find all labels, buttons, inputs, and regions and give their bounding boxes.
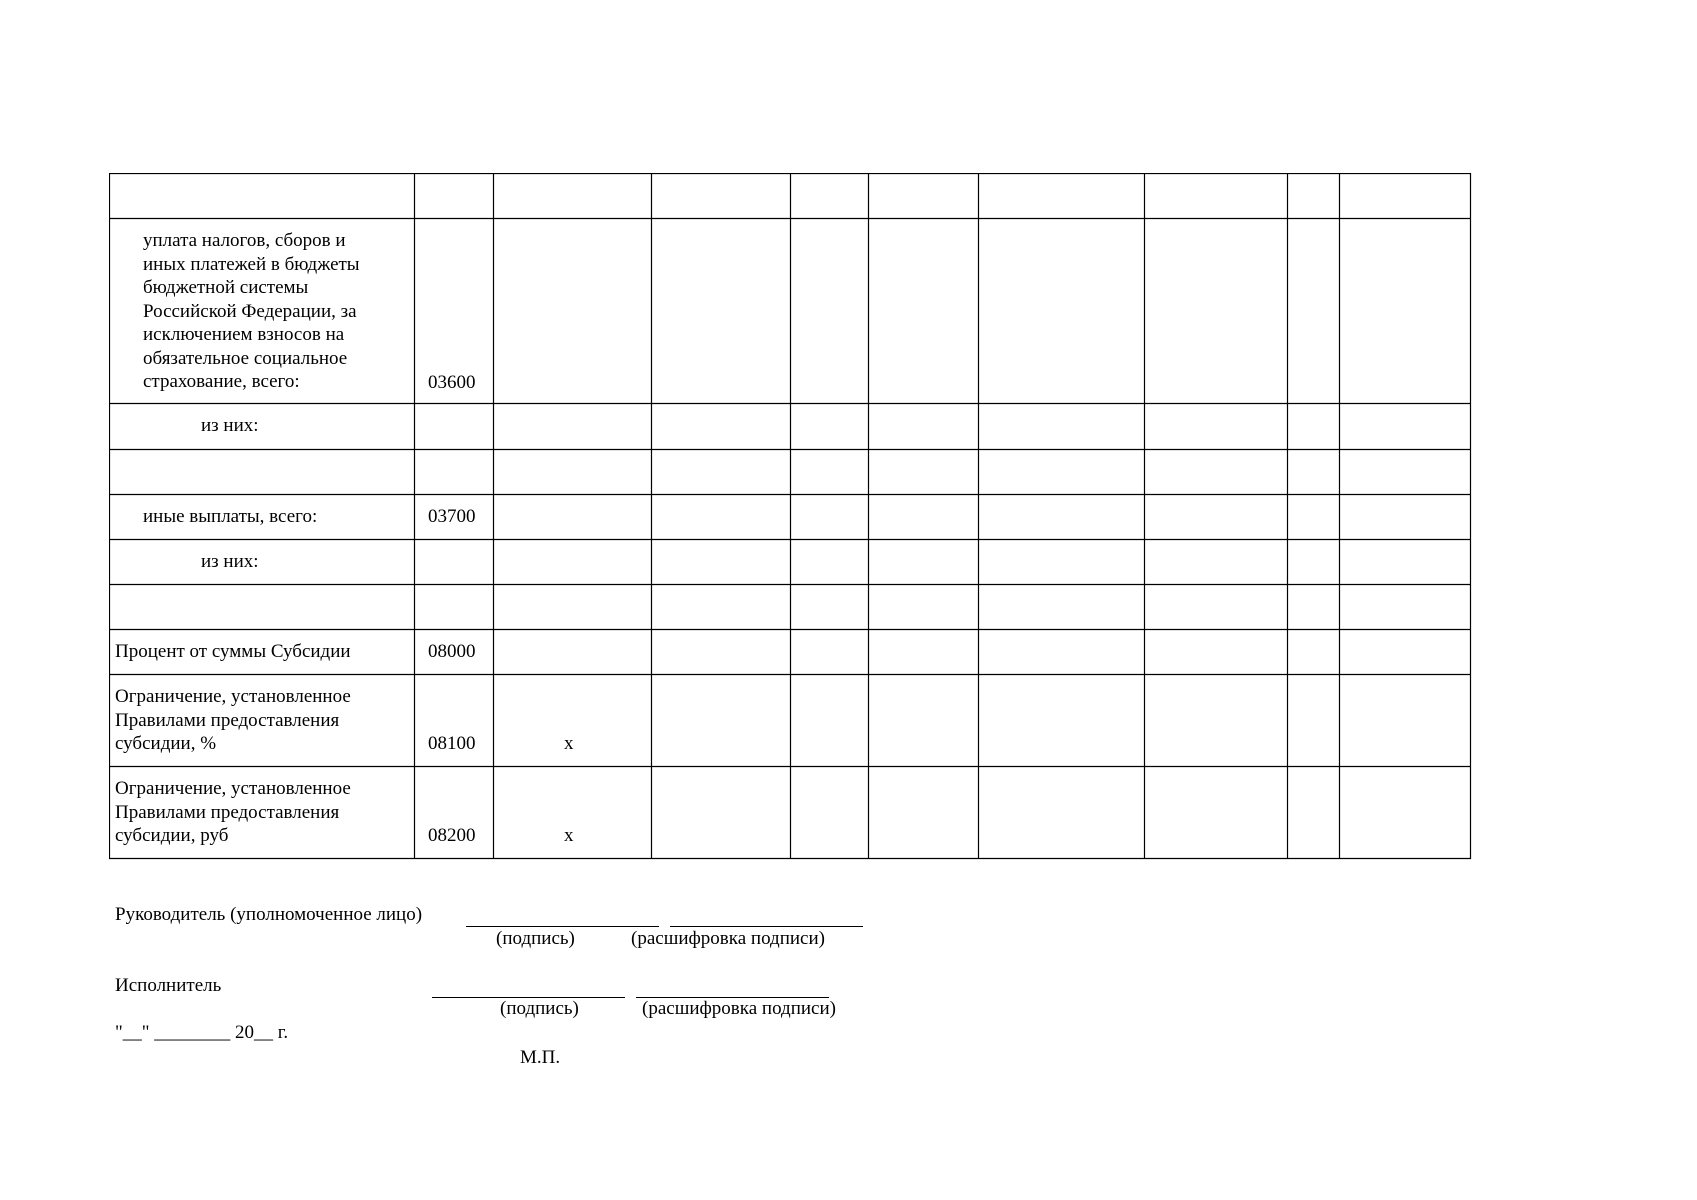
- row-code-other-payments: 03700: [428, 506, 476, 527]
- executor-label: Исполнитель: [115, 975, 222, 996]
- head-decode-caption: (расшифровка подписи): [631, 928, 825, 949]
- row-code-percent: 08000: [428, 641, 476, 662]
- date-line: "__" ________ 20__ г.: [115, 1022, 289, 1043]
- head-sign-caption: (подпись): [496, 928, 575, 949]
- stamp-place: М.П.: [520, 1047, 561, 1068]
- row-label-percent: Процент от суммы Субсидии: [115, 641, 351, 662]
- executor-sign-caption: (подпись): [500, 998, 579, 1019]
- row-label-of-them-1: из них:: [201, 415, 259, 436]
- report-table: [109, 173, 1471, 859]
- row-label-of-them-2: из них:: [201, 551, 259, 572]
- row-label-limit-percent: Ограничение, установленное Правилами предоставления субсидии, %: [115, 686, 351, 754]
- executor-decode-caption: (расшифровка подписи): [642, 998, 836, 1019]
- row-code-taxes: 03600: [428, 372, 476, 393]
- row-label-taxes: уплата налогов, сборов и иных платежей в бюджеты бюджетной системы Российской Федерации, за исключением взносов на обязательное социальное страхование, всего:: [143, 230, 360, 392]
- row-code-limit-rub: 08200: [428, 825, 476, 846]
- row-code-limit-percent: 08100: [428, 733, 476, 754]
- row-label-other-payments: иные выплаты, всего:: [143, 506, 318, 527]
- row-mark-limit-rub: x: [564, 825, 574, 846]
- head-label: Руководитель (уполномоченное лицо): [115, 904, 423, 925]
- row-mark-limit-percent: x: [564, 733, 574, 754]
- row-label-limit-rub: Ограничение, установленное Правилами предоставления субсидии, руб: [115, 778, 351, 846]
